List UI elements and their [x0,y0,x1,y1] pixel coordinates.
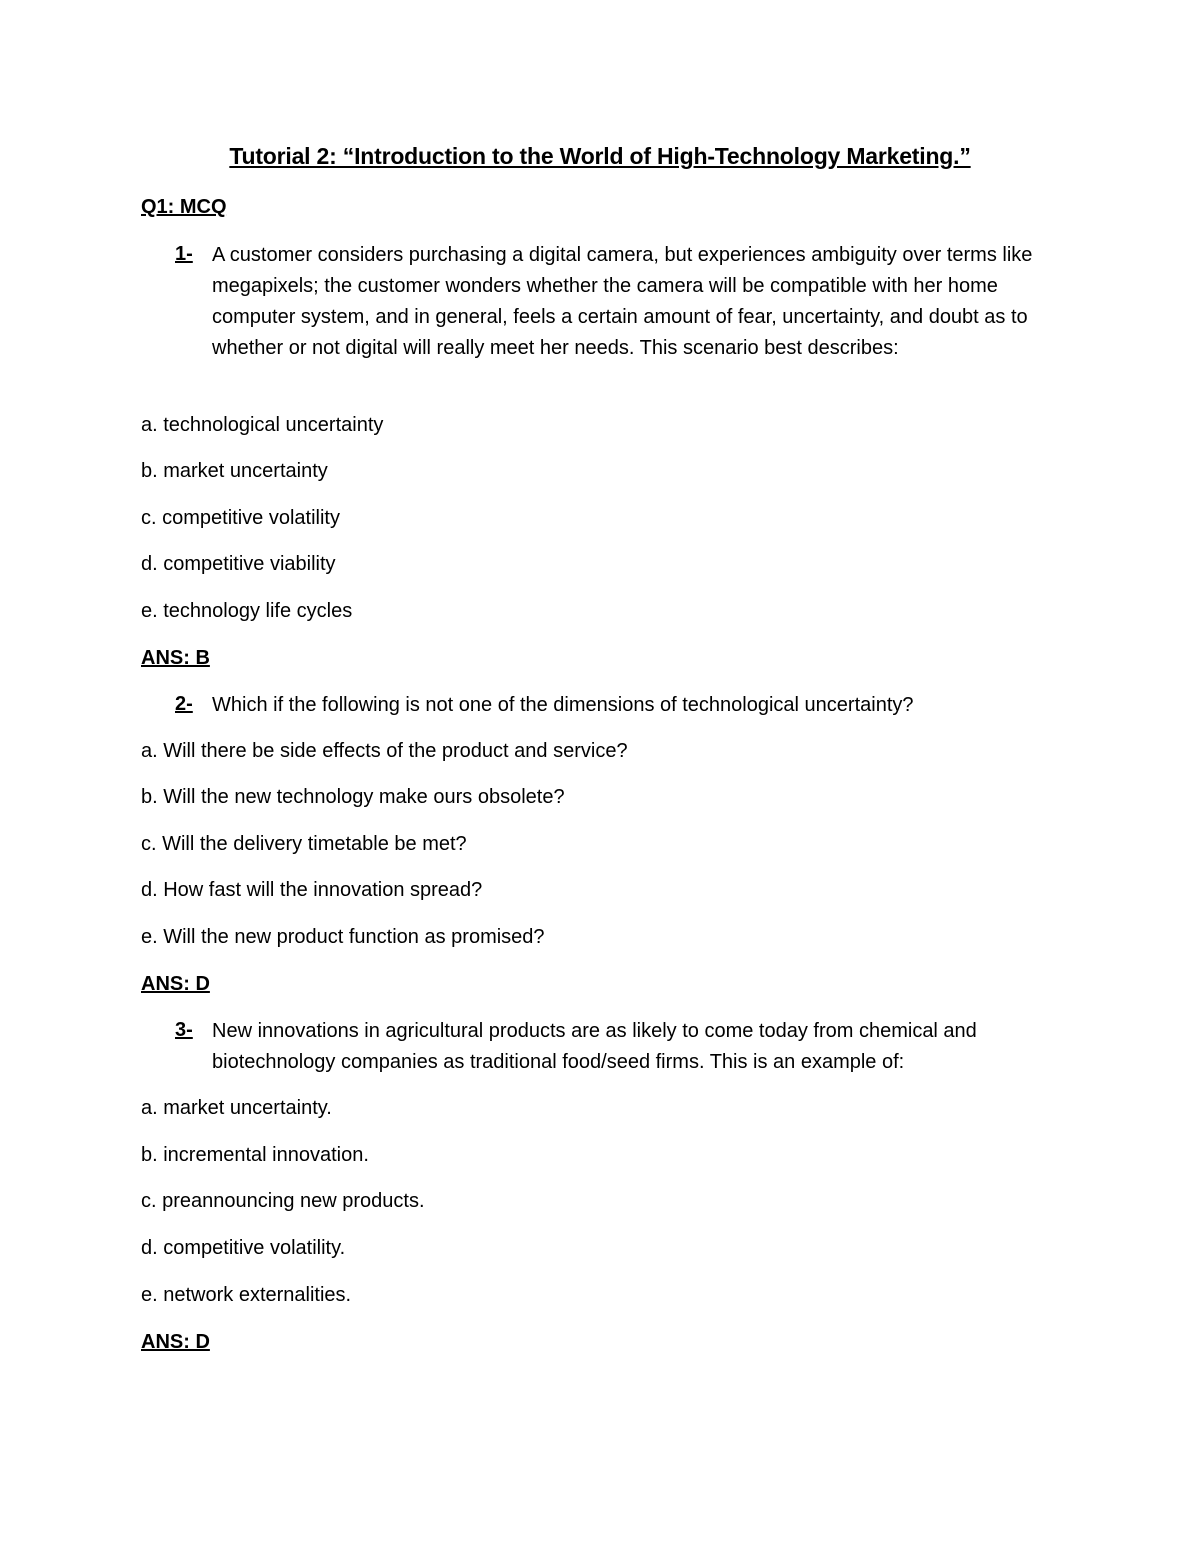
question-1-option-c: c. competitive volatility [141,507,340,529]
question-3-number: 3- [175,1019,193,1041]
question-1-text: A customer considers purchasing a digital camera, but experiences ambiguity over terms like megapixels; the customer wonders whether the camera will be compatible with her home computer system, and in general, feels a certain amount of fear, uncertainty, and doubt as to whether or not digital will really meet her needs. This scenario best describes: [212,244,1033,359]
question-2-option-c: c. Will the delivery timetable be met? [141,833,467,855]
question-2-option-a: a. Will there be side effects of the product and service? [141,740,628,762]
question-2-answer: ANS: D [141,973,210,995]
question-2-option-b: b. Will the new technology make ours obsolete? [141,786,565,808]
question-3-option-a: a. market uncertainty. [141,1097,332,1119]
question-2-number: 2- [175,693,193,715]
section-heading: Q1: MCQ [141,196,227,218]
question-2-option-d: d. How fast will the innovation spread? [141,879,483,901]
question-3-option-d: d. competitive volatility. [141,1237,346,1259]
question-1-option-d: d. competitive viability [141,553,336,575]
question-1-answer: ANS: B [141,647,210,669]
question-1-option-a: a. technological uncertainty [141,414,384,436]
question-3-option-c: c. preannouncing new products. [141,1190,425,1212]
question-1-option-e: e. technology life cycles [141,600,353,622]
document-title: Tutorial 2: “Introduction to the World of High-Technology Marketing.” [229,143,971,169]
question-3-answer: ANS: D [141,1331,210,1353]
question-1-number: 1- [175,243,193,265]
question-1-option-b: b. market uncertainty [141,460,328,482]
question-3-text: New innovations in agricultural products are as likely to come today from chemical and biotechnology companies as traditional food/seed firms. This is an example of: [212,1020,977,1073]
question-3-option-e: e. network externalities. [141,1284,352,1306]
question-2-option-e: e. Will the new product function as promised? [141,926,545,948]
question-2-text: Which if the following is not one of the dimensions of technological uncertainty? [212,694,914,716]
question-3-option-b: b. incremental innovation. [141,1144,369,1166]
